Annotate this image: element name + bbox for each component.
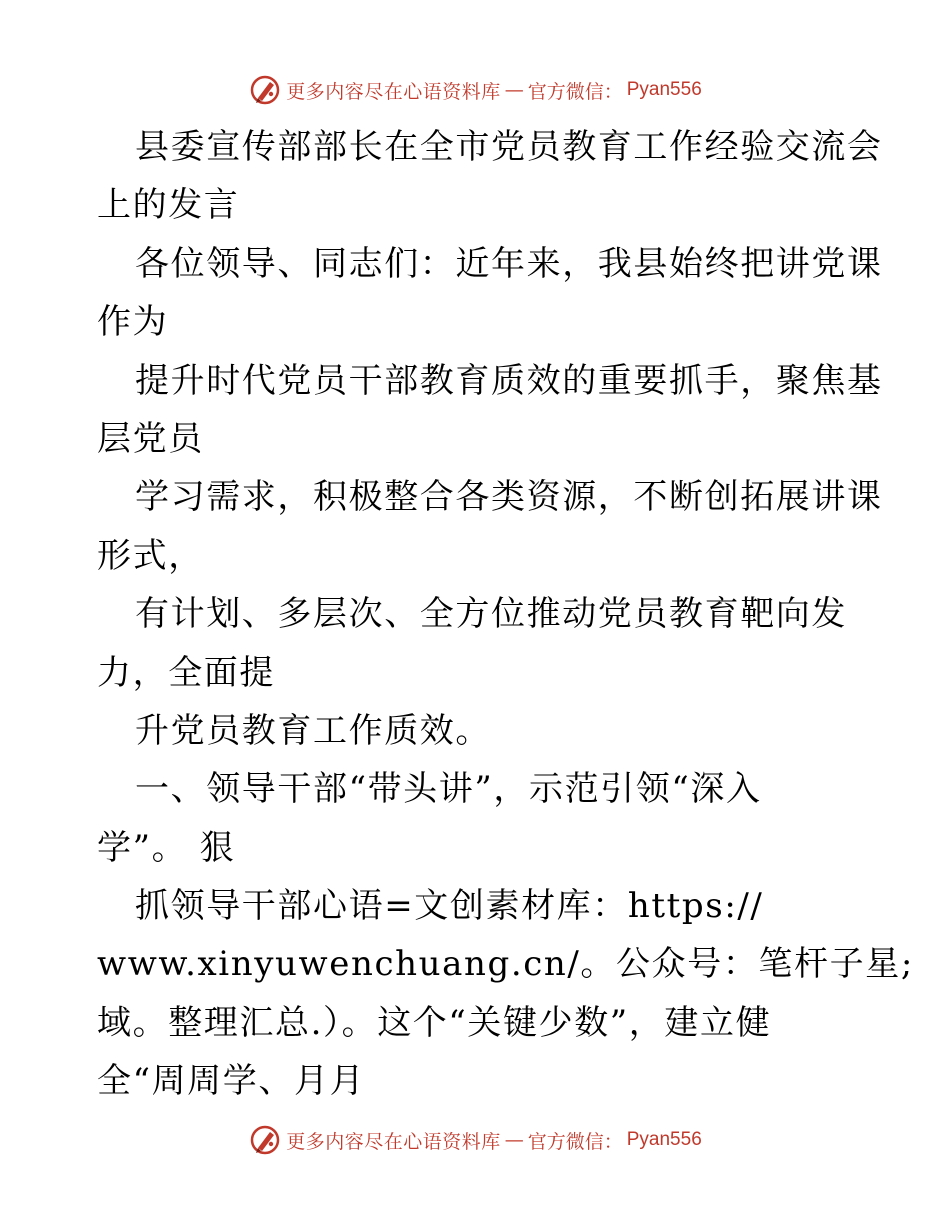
body-text-line: 全“周周学、月月 [97, 1061, 366, 1102]
body-text-line: 抓领导干部心语=文创素材库：https:// [135, 886, 764, 927]
body-text-line: 有计划、多层次、全方位推动党员教育靶向发 [135, 594, 847, 635]
header-wechat-label: 官方微信： [527, 80, 623, 103]
body-text-line: www.xinyuwenchuang.cn/。公众号：笔杆子星; [97, 944, 914, 985]
footer-banner-dash: — [504, 1129, 524, 1151]
body-text-line: 层党员 [97, 418, 204, 459]
body-text-line: 升党员教育工作质效。 [135, 710, 491, 751]
pen-logo-icon [248, 1123, 282, 1157]
document-body [97, 118, 914, 1111]
body-text-line: 作为 [97, 302, 169, 343]
body-text-line: 域。整理汇总.）。这个“关键少数”，建立健 [97, 1002, 772, 1043]
body-text-line: 县委宣传部部长在全市党员教育工作经验交流会 [135, 127, 883, 167]
pen-logo-icon [248, 73, 282, 107]
body-text-line: 学习需求，积极整合各类资源，不断创拓展讲课 [135, 477, 883, 518]
header-wechat-id: Pyan556 [626, 79, 702, 100]
body-text-line: 力，全面提 [97, 652, 275, 693]
footer-banner-title: 更多内容尽在心语资料库 [286, 1130, 501, 1153]
header-banner-title: 更多内容尽在心语资料库 [286, 80, 501, 103]
body-text-line: 各位领导、同志们：近年来，我县始终把讲党课 [135, 243, 883, 284]
header-banner-content [248, 73, 702, 107]
footer-banner [0, 1120, 950, 1160]
header-banner-dash: — [504, 79, 524, 101]
body-text-line: 上的发言 [97, 185, 240, 226]
footer-wechat-id: Pyan556 [626, 1129, 702, 1150]
body-text-line: 学”。 狠 [97, 827, 236, 868]
footer-banner-content [248, 1123, 702, 1157]
footer-wechat-label: 官方微信： [527, 1130, 623, 1153]
body-text-line: 形式， [97, 535, 204, 576]
header-banner [0, 70, 950, 110]
body-text-line: 提升时代党员干部教育质效的重要抓手，聚焦基 [135, 360, 883, 401]
body-text-line: 一、领导干部“带头讲”，示范引领“深入 [135, 769, 762, 810]
